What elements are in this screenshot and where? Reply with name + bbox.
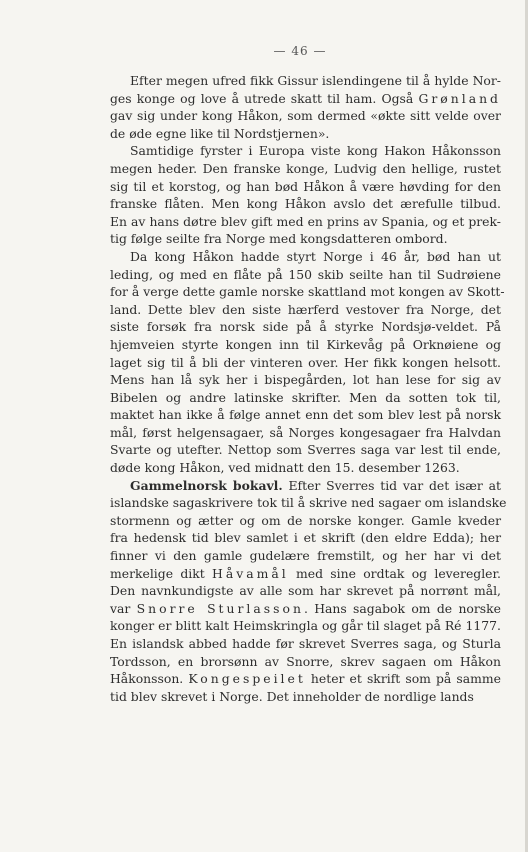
text-run: Tordsson, en brorsønn av Snorre, skrev sagaen om Håkon [110, 653, 501, 669]
text-line [110, 90, 501, 108]
emphasized-term: Kongespeilet [188, 671, 306, 687]
text-line [110, 195, 501, 213]
text-line [110, 459, 501, 477]
text-line [110, 688, 501, 706]
text-run: fra hedensk tid blev samlet i et skrift (den eldre Edda); her [110, 530, 501, 546]
body-text [110, 72, 507, 705]
text-run: leding, og med en flåte på 150 skib seilte han til Sudrøiene [110, 266, 501, 282]
section-heading: Gammelnorsk bokavl. [130, 477, 283, 493]
text-run: laget sig til å bli der vinteren over. Her fikk kongen helsott. [110, 354, 501, 370]
text-line [110, 512, 501, 530]
paragraph [110, 477, 507, 706]
text-run: En av hans døtre blev gift med en prins av Spania, og et prek- [110, 213, 501, 229]
text-line [110, 318, 501, 336]
emphasized-term: Snorre Sturlasson [136, 600, 304, 616]
text-run: med sine ordtak og leveregler. [288, 565, 501, 581]
text-line [110, 529, 501, 547]
text-line [110, 406, 501, 424]
emphasized-term: Grønland [418, 90, 501, 106]
text-run: Den navnkundigste av alle som har skrevet på norrønt mål, [110, 583, 501, 599]
text-line [110, 125, 501, 143]
text-line [110, 142, 501, 160]
text-run: finner vi den gamle gudelære fremstilt, og her har vi det [110, 548, 501, 564]
text-run: Bibelen og andre latinske skrifter. Men da sotten tok til, [110, 389, 501, 405]
text-run: merkelige dikt [110, 565, 213, 581]
text-line [110, 230, 501, 248]
text-run: Efter megen ufred fikk Gissur islendingene til å hylde Nor- [130, 73, 501, 88]
text-line [110, 283, 505, 301]
text-run: Svarte og utefter. Nettop som Sverres saga var lest til ende, [110, 442, 501, 458]
text-line [110, 371, 501, 389]
text-run: gav sig under kong Håkon, som dermed «økte sitt velde over [110, 108, 501, 124]
text-run: tid blev skrevet i Norge. Det inneholder de nordlige lands [110, 688, 474, 704]
text-line [110, 653, 501, 671]
text-run: hjemveien styrte kongen inn til Kirkevåg på Orknøiene og [110, 336, 501, 352]
paragraph [110, 248, 505, 477]
text-line [110, 617, 501, 635]
text-line [110, 213, 501, 231]
text-line [110, 266, 501, 284]
text-run: maktet han ikke å følge annet enn det som blev lest på norsk [110, 407, 501, 423]
text-run: de øde egne like til Nordstjernen». [110, 125, 330, 141]
text-run: ges konge og love å utrede skatt til ham. Også [110, 90, 419, 106]
text-line [110, 477, 501, 495]
text-line [110, 72, 501, 90]
text-run: heter et skrift som på samme [305, 671, 501, 687]
text-line [110, 600, 501, 618]
text-run: siste forsøk fra norsk side på å styrke Nordsjø-veldet. På [110, 319, 501, 335]
text-run: Håkonsson. [110, 671, 189, 687]
text-run: konger er blitt kalt Heimskringla og går til slaget på Ré 1177. [110, 618, 501, 634]
text-line [110, 301, 501, 319]
text-line [110, 441, 501, 459]
text-run: land. Dette blev den siste hærferd vestover fra Norge, det [110, 301, 501, 317]
text-run: stormenn og ætter og om de norske konger. Gamle kveder [110, 512, 501, 528]
text-line [110, 565, 501, 583]
text-run: . Hans sagabok om de norske [303, 600, 502, 616]
text-run: Samtidige fyrster i Europa viste kong Hakon Håkonsson [130, 143, 501, 159]
text-line [110, 547, 501, 565]
text-line [110, 670, 501, 688]
text-line [110, 635, 501, 653]
text-line [110, 389, 501, 407]
text-line [110, 107, 501, 125]
text-run: Efter Sverres tid var det især at [282, 477, 501, 493]
text-line [110, 336, 501, 354]
text-run: sig til et korstog, og han bød Håkon å være høvding for den [110, 178, 501, 194]
text-run: mål, først helgensagaer, så Norges kongesagaer fra Halvdan [110, 424, 501, 440]
text-line [110, 354, 501, 372]
text-line [110, 160, 501, 178]
text-run: tig følge seilte fra Norge med kongsdatteren ombord. [110, 231, 448, 247]
text-line [110, 494, 507, 512]
text-run: islandske sagaskrivere tok til å skrive ned sagaer om islandske [110, 495, 507, 511]
text-line [110, 178, 501, 196]
text-run: En islandsk abbed hadde før skrevet Sverres saga, og Sturla [110, 636, 501, 651]
text-run: franske flåten. Men kong Håkon avslo det ærefulle tilbud. [110, 196, 501, 212]
text-line [110, 248, 501, 266]
text-run: Da kong Håkon hadde styrt Norge i 46 år, bød han ut [130, 248, 501, 264]
paragraph [110, 72, 501, 142]
text-line [110, 424, 501, 442]
page-number: — 46 — [273, 44, 327, 58]
text-line [110, 582, 501, 600]
paragraph [110, 142, 501, 248]
emphasized-term: Håvamål [212, 565, 289, 581]
text-run: for å verge dette gamle norske skattland mot kongen av Skott- [110, 284, 505, 300]
text-run: døde kong Håkon, ved midnatt den 15. desember 1263. [110, 460, 460, 476]
text-run: megen heder. Den franske konge, Ludvig den hellige, rustet [110, 160, 501, 176]
text-run: Mens han lå syk her i bispegården, lot han lese for sig av [110, 372, 501, 388]
text-run: var [110, 600, 137, 616]
